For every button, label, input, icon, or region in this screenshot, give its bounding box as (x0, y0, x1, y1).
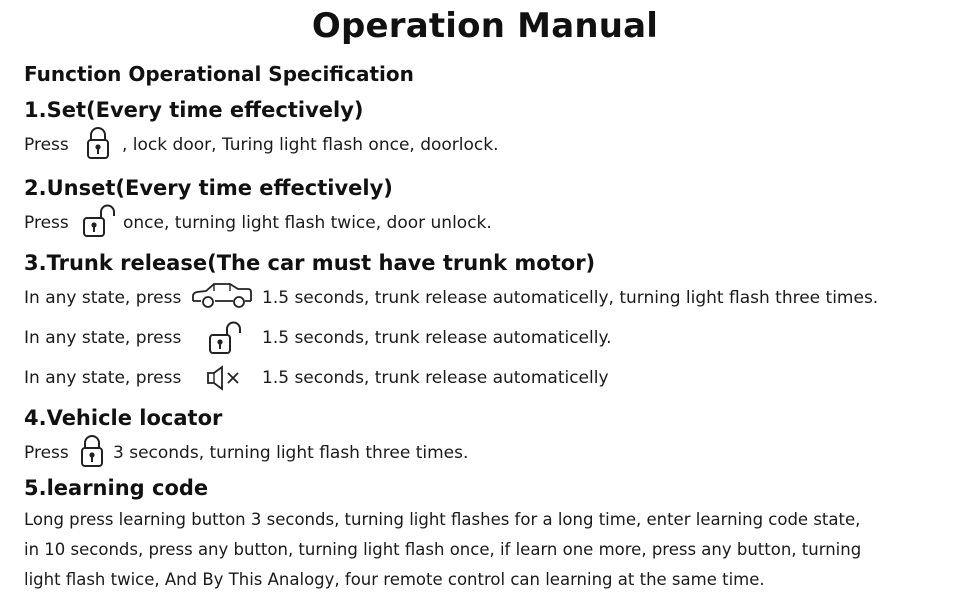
instruction-suffix: 1.5 seconds, trunk release automaticelly, turning light flash three times. (262, 288, 879, 308)
section-heading-trunk-release: 3.Trunk release(The car must have trunk motor) (24, 251, 596, 275)
unlock-icon (208, 321, 244, 355)
instruction-suffix: 3 seconds, turning light flash three times. (113, 443, 469, 463)
unlock-icon (82, 204, 118, 238)
section-heading-set: 1.Set(Every time effectively) (24, 98, 364, 122)
car-trunk-icon (190, 281, 254, 311)
section-heading-unset: 2.Unset(Every time effectively) (24, 176, 393, 200)
learning-code-paragraph (24, 505, 861, 595)
instruction-prefix: In any state, press (24, 368, 182, 388)
instruction-suffix: 1.5 seconds, trunk release automaticelly (262, 368, 609, 388)
section-heading-learning-code: 5.learning code (24, 476, 209, 500)
lock-icon (86, 126, 110, 160)
section-heading-vehicle-locator: 4.Vehicle locator (24, 406, 223, 430)
instruction-prefix: Press (24, 135, 69, 155)
instruction-prefix: Press (24, 443, 69, 463)
instruction-prefix: Press (24, 213, 69, 233)
lock-icon (80, 434, 104, 468)
page-title: Operation Manual (311, 6, 659, 46)
instruction-suffix: , lock door, Turing light flash once, doorlock. (122, 135, 499, 155)
instruction-suffix: once, turning light flash twice, door unlock. (123, 213, 492, 233)
instruction-suffix: 1.5 seconds, trunk release automaticelly. (262, 328, 612, 348)
instruction-prefix: In any state, press (24, 288, 182, 308)
instruction-prefix: In any state, press (24, 328, 182, 348)
section-subtitle: Function Operational Specification (24, 62, 414, 86)
speaker-mute-icon (206, 365, 244, 391)
paragraph-line: Long press learning button 3 seconds, turning light flashes for a long time, enter learning code state, (24, 510, 861, 529)
paragraph-line: in 10 seconds, press any button, turning light flash once, if learn one more, press any button, turning (24, 540, 862, 559)
paragraph-line: light flash twice, And By This Analogy, four remote control can learning at the same time. (24, 570, 765, 589)
